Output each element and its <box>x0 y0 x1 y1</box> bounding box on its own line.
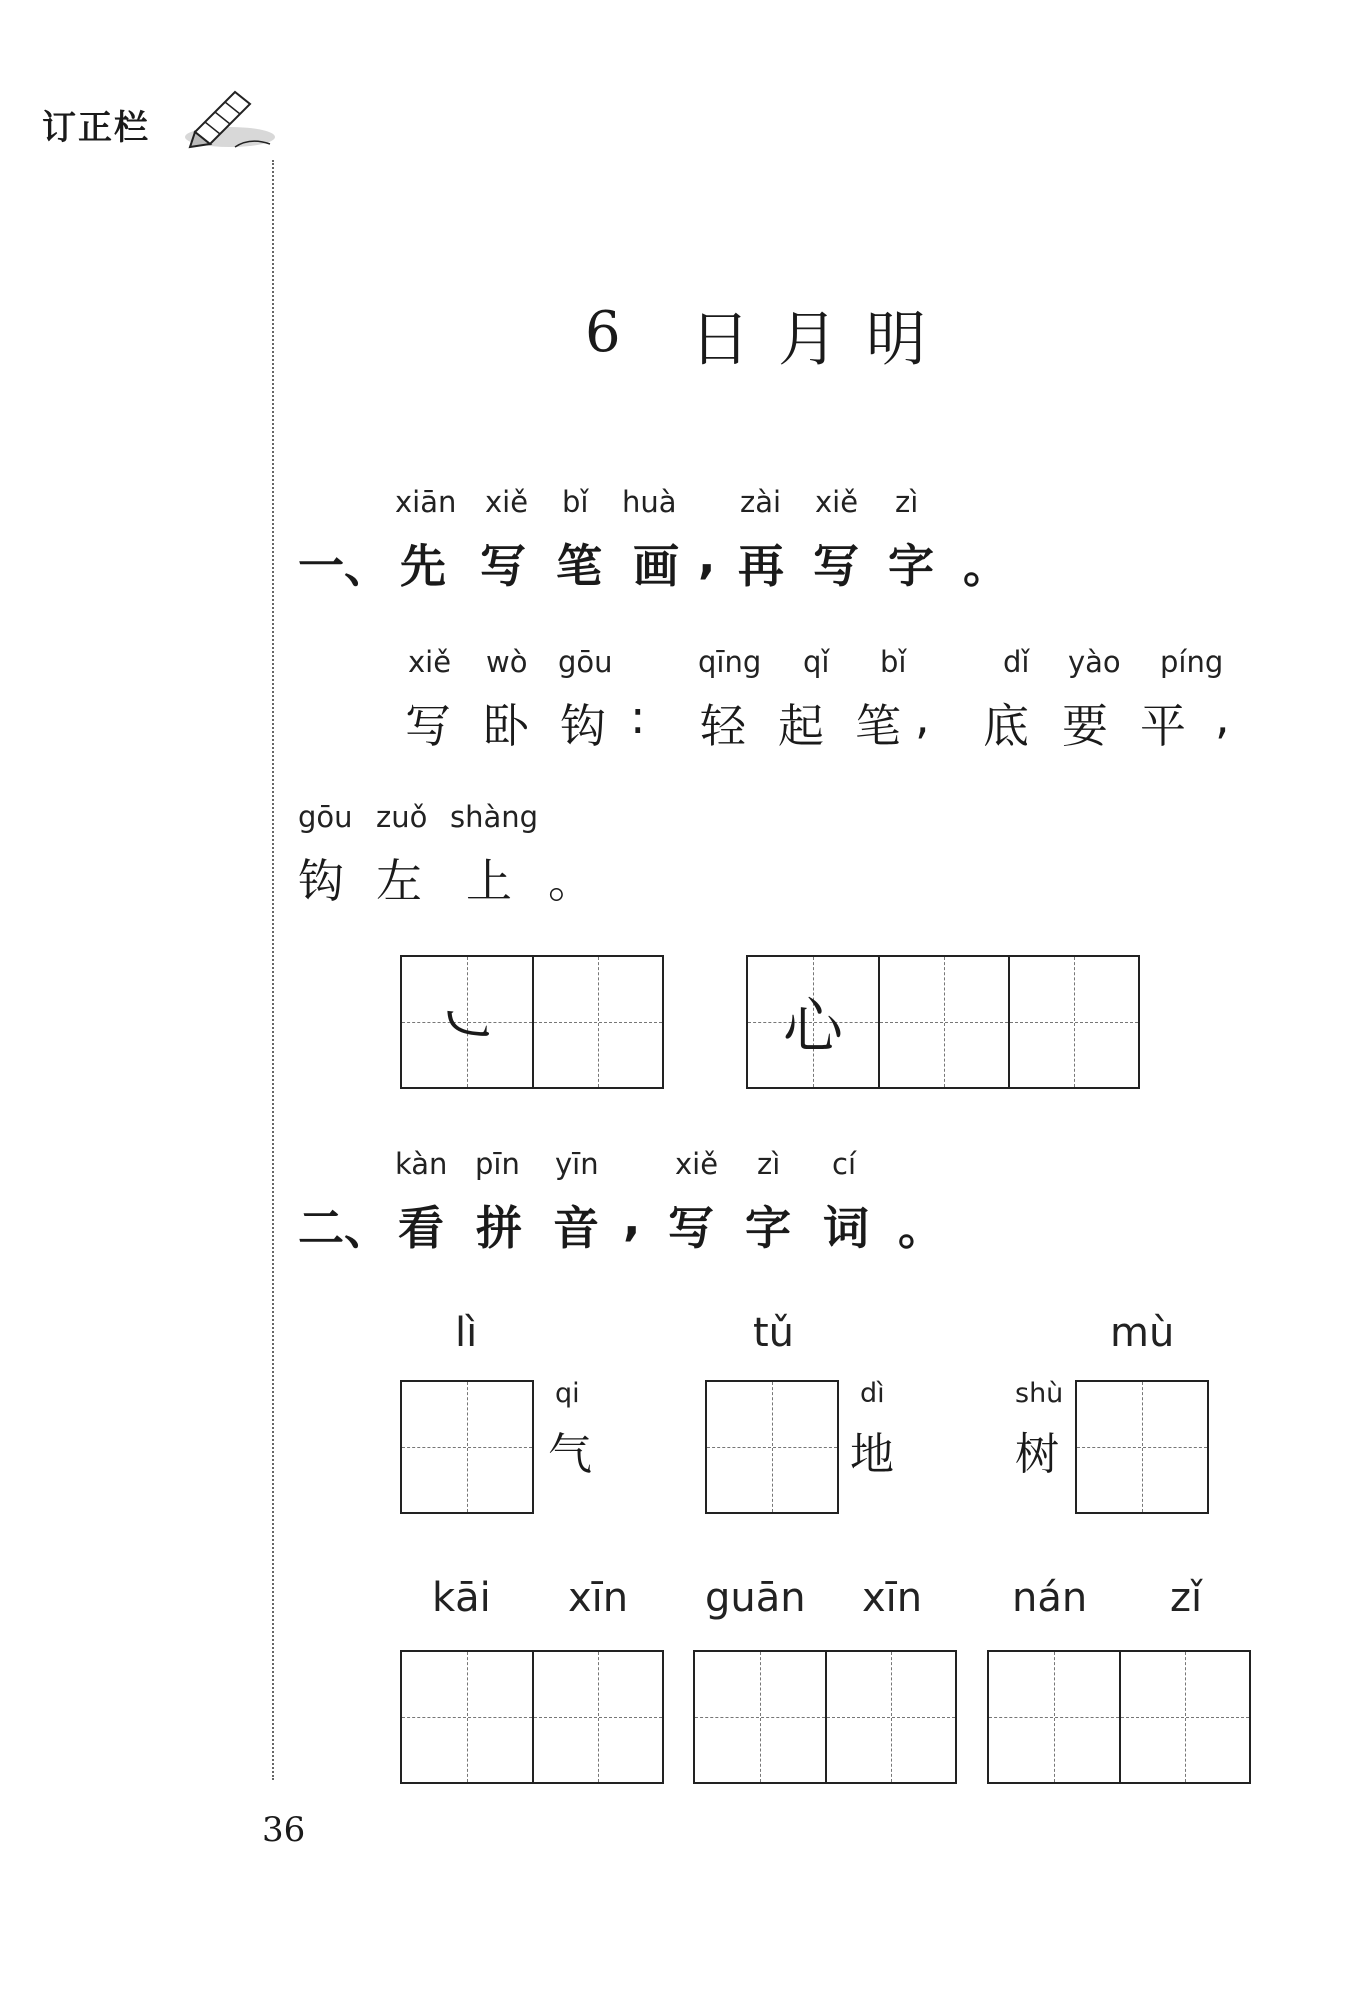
word-grid <box>693 1650 957 1784</box>
side-char: 地 <box>850 1429 894 1480</box>
pinyin: xiě <box>815 485 859 519</box>
pinyin: píng <box>1160 645 1224 679</box>
heading-char: 词 <box>823 1201 869 1255</box>
pinyin: zuǒ <box>376 800 428 834</box>
writing-box[interactable] <box>825 1652 955 1782</box>
word-pinyin: mù <box>1110 1310 1175 1356</box>
heading-char: 写 <box>480 539 526 593</box>
writing-box[interactable] <box>695 1652 825 1782</box>
pinyin: huà <box>622 485 677 519</box>
pinyin: yīn <box>555 1147 599 1181</box>
side-pinyin: shù <box>1015 1378 1064 1409</box>
writing-box[interactable] <box>1077 1382 1207 1512</box>
pinyin: yào <box>1068 645 1121 679</box>
pinyin: xiě <box>408 645 452 679</box>
heading-char: 字 <box>888 539 934 593</box>
word-pinyin: xīn <box>568 1575 629 1621</box>
heading-char: 音 <box>553 1201 599 1255</box>
tip-char: 上 <box>466 854 512 908</box>
tip-char: 钩 <box>560 699 606 753</box>
pinyin: kàn <box>395 1147 448 1181</box>
word-pinyin: zǐ <box>1170 1575 1203 1621</box>
pinyin: qīng <box>698 645 762 679</box>
correction-column-label: 订正栏 <box>42 108 150 148</box>
writing-box[interactable] <box>532 1652 662 1782</box>
pinyin: wò <box>486 645 528 679</box>
lesson-title: 日月明 <box>690 305 954 375</box>
tip-char: 底 <box>983 699 1029 753</box>
heading-char: 。 <box>963 539 1009 593</box>
pinyin: zài <box>740 485 782 519</box>
tip-char: 轻 <box>700 699 746 753</box>
writing-box[interactable] <box>402 957 532 1087</box>
heading-char: 写 <box>813 539 859 593</box>
writing-box[interactable] <box>1119 1652 1249 1782</box>
pinyin: bǐ <box>880 645 907 679</box>
stroke-practice-grid <box>400 955 664 1089</box>
side-char: 气 <box>548 1429 592 1480</box>
heading-char: 笔 <box>556 539 602 593</box>
pinyin: xiě <box>675 1147 719 1181</box>
tip-char: 左 <box>376 854 422 908</box>
tip-char: 平 <box>1140 699 1186 753</box>
page-number: 36 <box>262 1810 306 1850</box>
section-index: 二、 <box>298 1201 390 1255</box>
writing-box[interactable] <box>707 1382 837 1512</box>
heading-char: , <box>623 1192 641 1246</box>
word-pinyin: nán <box>1012 1575 1088 1621</box>
tip-char: , <box>915 690 930 744</box>
heading-char: 看 <box>398 1201 444 1255</box>
pinyin: cí <box>832 1147 857 1181</box>
pinyin: xiān <box>395 485 457 519</box>
pinyin: zì <box>895 485 919 519</box>
char-example: 心 <box>783 992 843 1062</box>
pinyin: shàng <box>450 800 539 834</box>
heading-char: 再 <box>738 539 784 593</box>
word-grid <box>400 1380 534 1514</box>
char-practice-grid <box>746 955 1140 1089</box>
writing-box[interactable] <box>532 957 662 1087</box>
word-pinyin: tǔ <box>753 1310 795 1356</box>
word-pinyin: guān <box>705 1575 806 1621</box>
writing-box[interactable] <box>1008 957 1138 1087</box>
pinyin: bǐ <box>562 485 589 519</box>
heading-char: 拼 <box>476 1201 522 1255</box>
heading-char: 。 <box>898 1201 944 1255</box>
word-grid <box>1075 1380 1209 1514</box>
side-char: 树 <box>1015 1429 1059 1480</box>
word-pinyin: lì <box>455 1310 478 1356</box>
tip-char: 写 <box>405 699 451 753</box>
section-index: 一、 <box>298 539 390 593</box>
tip-char: 起 <box>778 699 824 753</box>
writing-box[interactable] <box>989 1652 1119 1782</box>
tip-char: 钩 <box>298 854 344 908</box>
heading-char: 写 <box>668 1201 714 1255</box>
word-grid <box>987 1650 1251 1784</box>
word-pinyin: xīn <box>862 1575 923 1621</box>
word-grid <box>705 1380 839 1514</box>
pinyin: zì <box>757 1147 781 1181</box>
heading-char: , <box>698 530 716 584</box>
side-pinyin: qi <box>555 1378 580 1409</box>
tip-char: 笔 <box>855 699 901 753</box>
writing-box[interactable] <box>402 1382 532 1512</box>
writing-box[interactable] <box>878 957 1008 1087</box>
word-pinyin: kāi <box>432 1575 491 1621</box>
lesson-number: 6 <box>585 300 621 365</box>
word-grid <box>400 1650 664 1784</box>
correction-divider-line <box>272 160 274 1780</box>
pinyin: pīn <box>475 1147 520 1181</box>
writing-box[interactable] <box>748 957 878 1087</box>
tip-char: 。 <box>548 854 594 908</box>
stroke-example: ㇃ <box>437 992 497 1062</box>
pencil-icon <box>175 82 275 152</box>
pinyin: dǐ <box>1003 645 1030 679</box>
writing-box[interactable] <box>402 1652 532 1782</box>
heading-char: 先 <box>400 539 446 593</box>
pinyin: xiě <box>485 485 529 519</box>
tip-char: 要 <box>1062 699 1108 753</box>
pinyin: qǐ <box>803 645 830 679</box>
pinyin: gōu <box>558 645 613 679</box>
heading-char: 画 <box>633 539 679 593</box>
pinyin: gōu <box>298 800 353 834</box>
heading-char: 字 <box>745 1201 791 1255</box>
tip-char: : <box>630 690 646 744</box>
side-pinyin: dì <box>860 1378 885 1409</box>
tip-char: 卧 <box>483 699 529 753</box>
tip-char: , <box>1215 690 1230 744</box>
